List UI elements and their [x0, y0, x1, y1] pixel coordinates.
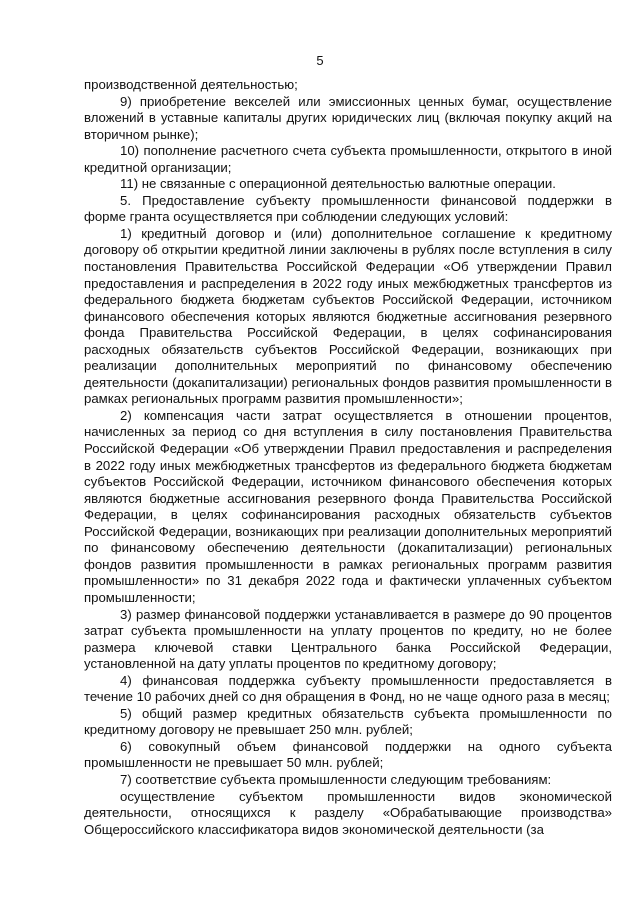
paragraph: 2) компенсация части затрат осуществляется в отношении процентов, начисленных за период со дня вступления в силу постановления Правительства Российской Федерации «Об утверждении Правил предоставления и распределения в 2022 году иных межбюджетных трансфертов из федерального бюджета бюджетам субъектов Российской Федерации, источником финансового обеспечения которых являются бюджетные ассигнования резервного фонда Правительства Российской Федерации, в целях софинансирования расходных обязательств субъектов Российской Федерации, возникающих при реализации дополнительных мероприятий по финансовому обеспечению деятельности (докапитализации) региональных фондов развития промышленности в рамках региональных программ развития промышленности» по 31 декабря 2022 года и фактически уплаченных субъектом промышленности;	[84, 407, 612, 605]
paragraph: 11) не связанные с операционной деятельностью валютные операции.	[120, 176, 556, 192]
paragraph: 5. Предоставление субъекту промышленности финансовой поддержки в форме гранта осуществляется при соблюдении следующих условий:	[84, 192, 612, 225]
paragraph: 6) совокупный объем финансовой поддержки на одного субъекта промышленности не превышает 50 млн. рублей;	[84, 738, 612, 771]
paragraph: 4) финансовая поддержка субъекту промышленности предоставляется в течение 10 рабочих дней со дня обращения в Фонд, но не чаще одного раза в месяц;	[84, 672, 612, 705]
page-number: 5	[316, 53, 324, 68]
paragraph: 7) соответствие субъекта промышленности следующим требованиям:	[120, 771, 552, 787]
paragraph: осуществление субъектом промышленности видов экономической деятельности, относящихся к разделу «Обрабатывающие производства» Общероссийского классификатора видов экономической деятельности (за	[84, 788, 612, 837]
paragraph: производственной деятельностью;	[84, 77, 298, 92]
paragraph: 10) пополнение расчетного счета субъекта промышленности, открытого в иной кредитной организации;	[84, 143, 612, 175]
paragraph: 5) общий размер кредитных обязательств субъекта промышленности по кредитному договору не превышает 250 млн. рублей;	[84, 705, 612, 738]
paragraph: 9) приобретение векселей или эмиссионных ценных бумаг, осуществление вложений в уставные капиталы других юридических лиц (включая покупку акций на вторичном рынке);	[84, 93, 612, 142]
paragraph: 1) кредитный договор и (или) дополнительное соглашение к кредитному договору об открытии кредитной линии заключены в рублях после вступления в силу постановления Правительства Российской Федерации «Об утверждении Правил предоставления и распределения в 2022 году иных межбюджетных трансфертов из федерального бюджета бюджетам субъектов Российской Федерации, источником финансового обеспечения которых являются бюджетные ассигнования резервного фонда Правительства Российской Федерации, в целях софинансирования расходных обязательств субъектов Российской Федерации, возникающих при реализации дополнительных мероприятий по финансовому обеспечению деятельности (докапитализации) региональных фондов развития промышленности в рамках региональных программ развития промышленности»;	[84, 225, 612, 407]
document-body	[84, 77, 612, 838]
paragraph: 3) размер финансовой поддержки устанавливается в размере до 90 процентов затрат субъекта промышленности на уплату процентов по кредиту, но не более размера ключевой ставки Центрального банка Российской Федерации, установленной на дату уплаты процентов по кредитному договору;	[84, 606, 612, 672]
